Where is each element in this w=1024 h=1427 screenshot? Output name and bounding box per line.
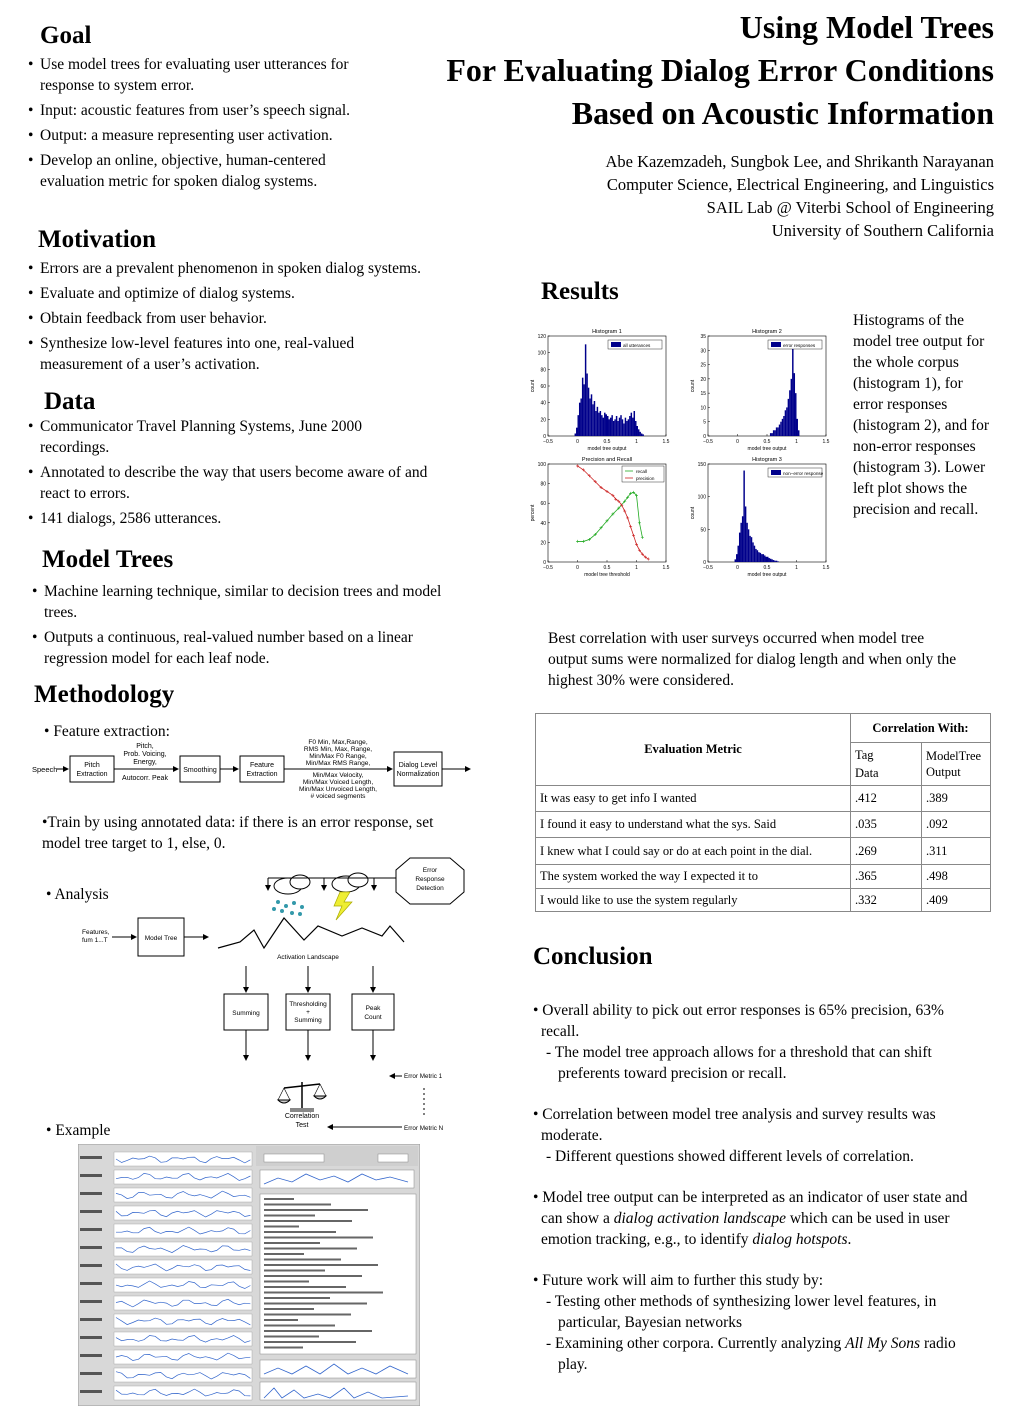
motivation-list	[28, 258, 488, 379]
histogram-bar	[642, 434, 643, 436]
histogram-bar	[773, 430, 774, 436]
correlation-table	[535, 713, 991, 912]
table-row: It was easy to get info I wanted .412 .389	[536, 786, 991, 812]
legend-label: error responses	[783, 343, 816, 348]
histogram-bar	[782, 419, 783, 436]
y-axis-label: count	[690, 379, 696, 393]
legend-swatch	[771, 342, 781, 347]
histogram-bar	[760, 553, 761, 562]
list-item: • Annotated to describe the way that users become aware of and react to errors.	[28, 462, 448, 504]
histogram-bar	[588, 388, 589, 436]
speech-label: Speech	[32, 765, 58, 774]
list-item: • Synthesize low-level features into one, real-valued measurement of a user’s activation.	[28, 333, 410, 375]
svg-text:Normalization: Normalization	[396, 771, 440, 778]
model-trees-list	[32, 581, 462, 673]
y-tick-label: 20	[700, 376, 706, 383]
y-tick-label: 35	[700, 334, 706, 340]
svg-text:Min/Max Velocity,: Min/Max Velocity,	[312, 772, 364, 779]
y-tick-label: 150	[697, 462, 706, 468]
histogram-bar	[740, 523, 741, 562]
x-tick-label: −0.5	[543, 565, 553, 571]
histogram-bar	[777, 427, 778, 436]
best-correlation-text: Best correlation with user surveys occurred when model tree output sums were normalized for dialog length and when only the highest 30% were considered.	[548, 630, 957, 689]
histogram-bar	[606, 414, 607, 436]
y-tick-label: 50	[700, 527, 706, 534]
histogram-bar	[600, 411, 601, 436]
histogram-bar	[764, 555, 765, 562]
table-row: I knew what I could say or do at each point in the dial. .269 .311	[536, 838, 991, 865]
lightning-cloud-icon	[332, 873, 368, 920]
legend-swatch	[611, 342, 621, 347]
col-tag: Tag Data	[851, 743, 922, 786]
histogram-bar	[586, 374, 587, 437]
histogram-bar	[798, 430, 799, 436]
y-tick-label: 60	[540, 384, 546, 390]
histogram-bar	[589, 399, 590, 437]
x-tick-label: 1.5	[822, 439, 830, 445]
conclusion-point-2: • Correlation between model tree analysis and survey results was moderate.	[533, 1106, 936, 1144]
feature-extraction-box	[240, 756, 284, 782]
svg-text:Features,: Features,	[82, 929, 110, 936]
histogram-bar	[625, 418, 626, 436]
y-tick-label: 20	[540, 417, 546, 424]
legend-label: recall	[636, 469, 647, 474]
example-screenshot	[78, 1144, 420, 1406]
histogram-bar	[794, 373, 795, 436]
histogram-bar	[603, 418, 604, 436]
legend-label: precision	[636, 476, 655, 481]
poster-title: Using Model Trees For Evaluating Dialog Error Conditions Based on Acoustic Information	[446, 9, 994, 131]
x-tick-label: 1.5	[662, 565, 670, 571]
histogram-bar	[604, 413, 605, 436]
svg-text:fum 1...T: fum 1...T	[82, 937, 108, 944]
table-row: I would like to use the system regularly .332 .409	[536, 889, 991, 912]
list-item: • Outputs a continuous, real-valued number based on a linear regression model for each leaf node.	[32, 627, 462, 669]
histogram-bar	[637, 426, 638, 436]
motivation-heading: Motivation	[38, 226, 157, 253]
plot-frame	[708, 336, 826, 436]
chart-panel-3	[530, 457, 670, 578]
goal-list	[28, 54, 373, 196]
x-tick-label: 0	[736, 439, 739, 445]
svg-text:# voiced segments: # voiced segments	[310, 793, 366, 800]
y-tick-label: 80	[540, 367, 546, 374]
svg-text:+: +	[306, 1009, 310, 1016]
x-tick-label: 0.5	[763, 439, 771, 445]
histogram-bar	[623, 424, 624, 437]
svg-text:Summing: Summing	[294, 1017, 322, 1024]
svg-text:Thresholding: Thresholding	[289, 1001, 327, 1008]
histogram-bar	[632, 418, 633, 436]
list-item: • Develop an online, objective, human-centered evaluation metric for spoken dialog systems.	[28, 150, 373, 192]
goal-heading: Goal	[40, 22, 92, 49]
histogram-bar	[622, 419, 623, 436]
results-charts	[528, 320, 848, 580]
x-axis-label: model tree threshold	[584, 572, 630, 578]
plot-frame	[708, 464, 826, 562]
x-tick-label: 1	[795, 565, 798, 571]
y-tick-label: 100	[697, 494, 706, 501]
histogram-bar	[620, 415, 621, 436]
train-text: •Train by using annotated data: if there is an error response, set model tree target to 1, else, 0.	[42, 814, 434, 852]
histogram-bar	[616, 416, 617, 436]
histogram-bar	[777, 561, 778, 562]
histogram-bar	[771, 433, 772, 436]
author-dept: Computer Science, Electrical Engineering, and Linguistics	[606, 175, 994, 194]
svg-text:Min/Max Unvoiced Length,: Min/Max Unvoiced Length,	[298, 786, 378, 793]
histogram-bar	[739, 533, 740, 562]
data-list	[28, 416, 448, 533]
histogram-bar	[576, 428, 577, 436]
results-caption: Histograms of the model tree output for the whole corpus (histogram 1), for error responses (histogram 2), and for non-error responses (histogram 3). Lower left plot shows the precision and recall.	[853, 312, 990, 518]
svg-text:Extraction: Extraction	[246, 771, 278, 778]
methodology-heading: Methodology	[34, 681, 175, 708]
histogram-bar	[789, 390, 790, 436]
histogram-bar	[594, 401, 595, 436]
histogram-bar	[780, 422, 781, 436]
author-univ: University of Southern California	[771, 221, 994, 240]
conclusion-body	[533, 1000, 978, 1375]
histogram-bar	[766, 557, 767, 562]
histogram-bar	[758, 552, 759, 562]
histogram-bar	[788, 399, 789, 436]
x-tick-label: 1.5	[822, 565, 830, 571]
histogram-bar	[795, 393, 796, 436]
x-axis-label: model tree output	[587, 446, 627, 452]
svg-text:Energy,: Energy,	[133, 759, 157, 766]
conclusion-heading: Conclusion	[533, 943, 653, 970]
histogram-bar	[785, 410, 786, 436]
y-tick-label: 60	[540, 501, 546, 508]
histogram-bar	[786, 407, 787, 436]
histogram-bar	[578, 415, 579, 436]
rain-cloud-icon	[272, 875, 310, 916]
histogram-bar	[767, 557, 768, 562]
svg-text:Count: Count	[364, 1014, 382, 1021]
histogram-bar	[613, 421, 614, 436]
x-tick-label: 0	[576, 439, 579, 445]
list-item: • Input: acoustic features from user’s speech signal.	[28, 100, 373, 121]
histogram-bar	[748, 529, 749, 562]
svg-text:Min/Max Voiced Length,: Min/Max Voiced Length,	[302, 779, 374, 786]
activation-landscape-line	[218, 918, 404, 948]
x-tick-label: 0.5	[763, 565, 771, 571]
header-corr: Correlation With:	[851, 714, 991, 743]
table-row: The system worked the way I expected it to .365 .498	[536, 865, 991, 889]
histogram-bar	[626, 421, 627, 436]
y-tick-label: 120	[537, 334, 546, 340]
histogram-bar	[639, 432, 640, 436]
x-tick-label: 0	[576, 565, 579, 571]
histogram-bar	[783, 416, 784, 436]
histogram-bar	[743, 471, 744, 562]
example-label: • Example	[46, 1122, 111, 1139]
histogram-bar	[779, 425, 780, 436]
feature-extraction-label: • Feature extraction:	[44, 723, 170, 740]
analysis-label: • Analysis	[46, 886, 109, 903]
chart-panel-4	[690, 457, 830, 578]
histogram-bar	[601, 415, 602, 436]
svg-text:RMS Min, Max, Range,: RMS Min, Max, Range,	[303, 746, 373, 753]
conclusion-sub-4a: - Testing other methods of synthesizing lower level features, in particular, Bayesian networks	[546, 1293, 937, 1331]
list-item: • Evaluate and optimize of dialog systems.	[28, 283, 488, 304]
x-tick-label: 1	[635, 439, 638, 445]
list-item: • 141 dialogs, 2586 utterances.	[28, 508, 448, 529]
histogram-bar	[776, 427, 777, 436]
svg-text:Error Metric N: Error Metric N	[404, 1125, 444, 1132]
y-tick-label: 0	[703, 434, 706, 440]
histogram-bar	[611, 415, 612, 436]
histogram-bar	[768, 558, 769, 562]
histogram-bar	[579, 403, 580, 436]
histogram-bar	[755, 549, 756, 562]
svg-text:Pitch,: Pitch,	[136, 743, 154, 750]
table-header-row	[536, 714, 991, 743]
pitch-extraction-box	[70, 756, 114, 782]
svg-text:Model Tree: Model Tree	[144, 935, 178, 942]
y-tick-label: 0	[543, 560, 546, 566]
histogram-bar	[608, 419, 609, 436]
svg-text:Smoothing: Smoothing	[183, 767, 217, 774]
histogram-bar	[585, 344, 586, 436]
legend-label: all utterances	[623, 343, 651, 348]
y-tick-label: 15	[700, 391, 706, 398]
histogram-bar	[761, 554, 762, 562]
table-row: I found it easy to understand what the sys. Said .035 .092	[536, 812, 991, 838]
author-lab: SAIL Lab @ Viterbi School of Engineering	[706, 198, 994, 217]
y-tick-label: 5	[703, 419, 706, 426]
chart-title: Histogram 3	[752, 457, 782, 463]
histogram-bar	[580, 399, 581, 437]
svg-text:Feature: Feature	[249, 762, 275, 769]
analysis-diagram	[78, 856, 470, 1132]
svg-text:Response: Response	[415, 876, 445, 883]
conclusion-sub-1: - The model tree approach allows for a threshold that can shift preferents toward precision or recall.	[546, 1044, 932, 1082]
y-axis-label: count	[530, 379, 536, 393]
model-trees-heading: Model Trees	[42, 546, 174, 573]
svg-text:Summing: Summing	[232, 1010, 260, 1017]
svg-text:Correlation: Correlation	[284, 1113, 320, 1120]
author-names: Abe Kazemzadeh, Sungbok Lee, and Shrikanth Narayanan	[605, 152, 994, 171]
y-tick-label: 40	[540, 520, 546, 527]
histogram-bar	[607, 416, 608, 436]
author-block	[605, 150, 994, 242]
histogram-bar	[582, 378, 583, 436]
y-tick-label: 30	[700, 348, 706, 355]
y-axis-label: count	[690, 506, 696, 520]
histogram-bar	[617, 421, 618, 436]
peak-count-box	[352, 994, 394, 1030]
list-item: • Output: a measure representing user activation.	[28, 125, 373, 146]
list-item: • Use model trees for evaluating user utterances for response to system error.	[28, 54, 373, 96]
histogram-bar	[610, 418, 611, 436]
histogram-bar	[641, 434, 642, 437]
histogram-bar	[754, 546, 755, 562]
chart-title: Precision and Recall	[581, 457, 633, 463]
svg-text:Min/Max F0 Range,: Min/Max F0 Range,	[309, 753, 367, 760]
histogram-bar	[745, 506, 746, 562]
histogram-bar	[770, 559, 771, 562]
histogram-bar	[634, 411, 635, 436]
list-item: • Obtain feedback from user behavior.	[28, 308, 488, 329]
svg-text:Peak: Peak	[365, 1005, 381, 1012]
svg-text:Extraction: Extraction	[76, 771, 108, 778]
data-heading: Data	[44, 388, 96, 415]
histogram-bar	[591, 394, 592, 436]
chart-panel-2	[690, 329, 830, 452]
y-tick-label: 0	[543, 434, 546, 440]
histogram-bar	[751, 537, 752, 562]
results-heading: Results	[541, 278, 619, 305]
svg-text:Pitch: Pitch	[84, 762, 100, 769]
histogram-bar	[635, 421, 636, 436]
conclusion-sub-2: - Different questions showed different levels of correlation.	[546, 1148, 914, 1165]
histogram-bar	[598, 413, 599, 436]
svg-text:Activation Landscape: Activation Landscape	[277, 954, 339, 961]
histogram-bar	[771, 559, 772, 562]
list-item: • Communicator Travel Planning Systems, June 2000 recordings.	[28, 416, 420, 458]
y-tick-label: 20	[540, 540, 546, 547]
y-tick-label: 40	[540, 400, 546, 407]
svg-text:Detection: Detection	[416, 885, 444, 892]
x-axis-label: model tree output	[747, 446, 787, 452]
histogram-bar	[774, 430, 775, 436]
histogram-bar	[631, 413, 632, 436]
x-tick-label: 0	[736, 565, 739, 571]
list-item: • Machine learning technique, similar to decision trees and model trees.	[32, 581, 462, 623]
histogram-bar	[749, 536, 750, 562]
histogram-bar	[770, 433, 771, 436]
histogram-bar	[773, 560, 774, 562]
histogram-bar	[628, 419, 629, 436]
legend-label: non−error response	[783, 471, 824, 476]
x-tick-label: −0.5	[543, 439, 553, 445]
histogram-bar	[752, 542, 753, 562]
y-tick-label: 25	[700, 362, 706, 369]
histogram-bar	[738, 546, 739, 562]
y-tick-label: 0	[703, 560, 706, 566]
y-tick-label: 10	[700, 405, 706, 412]
x-tick-label: 1	[795, 439, 798, 445]
conclusion-sub-4b: - Examining other corpora. Currently analyzing All My Sons radio play.	[546, 1335, 956, 1373]
feature-pipeline-diagram	[30, 738, 475, 800]
y-axis-label: percent	[530, 504, 536, 522]
x-tick-label: −0.5	[703, 565, 713, 571]
x-tick-label: −0.5	[703, 439, 713, 445]
svg-text:Autocorr. Peak: Autocorr. Peak	[122, 775, 168, 782]
x-axis-label: model tree output	[747, 572, 787, 578]
legend-swatch	[771, 470, 781, 475]
histogram-bar	[776, 561, 777, 562]
conclusion-point-4: • Future work will aim to further this study by:	[533, 1272, 823, 1289]
y-tick-label: 100	[537, 350, 546, 357]
histogram-bar	[757, 550, 758, 562]
chart-panel-1	[530, 329, 670, 452]
histogram-bar	[774, 561, 775, 562]
conclusion-point-3: • Model tree output can be interpreted as an indicator of user state and can show a dialog activation landscape which can be used in user emotion tracking, e.g., to identify dialog hotspots.	[533, 1189, 968, 1248]
svg-text:F0 Min, Max,Range,: F0 Min, Max,Range,	[308, 739, 368, 746]
svg-text:Error: Error	[422, 867, 438, 874]
histogram-bar	[575, 434, 576, 437]
histogram-bar	[597, 407, 598, 436]
svg-text:Test: Test	[295, 1122, 309, 1129]
svg-text:Prob. Voicing,: Prob. Voicing,	[123, 751, 167, 758]
svg-text:Min/Max RMS Range,: Min/Max RMS Range,	[305, 760, 371, 767]
y-tick-label: 100	[537, 462, 546, 468]
histogram-bar	[595, 411, 596, 436]
histogram-bar	[583, 384, 584, 436]
chart-title: Histogram 2	[752, 329, 782, 335]
normalization-box	[394, 752, 442, 786]
histogram-bar	[614, 419, 615, 436]
y-tick-label: 80	[540, 481, 546, 488]
conclusion-point-1: • Overall ability to pick out error responses is 65% precision, 63% recall.	[533, 1002, 944, 1040]
scale-icon	[278, 1082, 326, 1112]
histogram-bar	[792, 347, 793, 436]
histogram-bar	[746, 523, 747, 562]
histogram-bar	[629, 416, 630, 436]
histogram-bar	[742, 516, 743, 562]
histogram-bar	[797, 419, 798, 436]
col-model: ModelTree Output	[922, 743, 991, 786]
x-tick-label: 1	[635, 565, 638, 571]
x-tick-label: 1.5	[662, 439, 670, 445]
histogram-bar	[791, 379, 792, 436]
header-metric: Evaluation Metric	[536, 714, 851, 786]
svg-text:Error Metric 1: Error Metric 1	[404, 1073, 443, 1080]
histogram-bar	[763, 554, 764, 562]
histogram-bar	[736, 554, 737, 562]
histogram-bar	[619, 418, 620, 436]
svg-text:Dialog Level: Dialog Level	[398, 762, 438, 769]
list-item: • Errors are a prevalent phenomenon in spoken dialog systems.	[28, 258, 488, 279]
histogram-bar	[638, 429, 639, 436]
x-tick-label: 0.5	[603, 439, 611, 445]
histogram-bar	[735, 559, 736, 562]
chart-title: Histogram 1	[592, 329, 622, 335]
x-tick-label: 0.5	[603, 565, 611, 571]
histogram-bar	[592, 404, 593, 436]
